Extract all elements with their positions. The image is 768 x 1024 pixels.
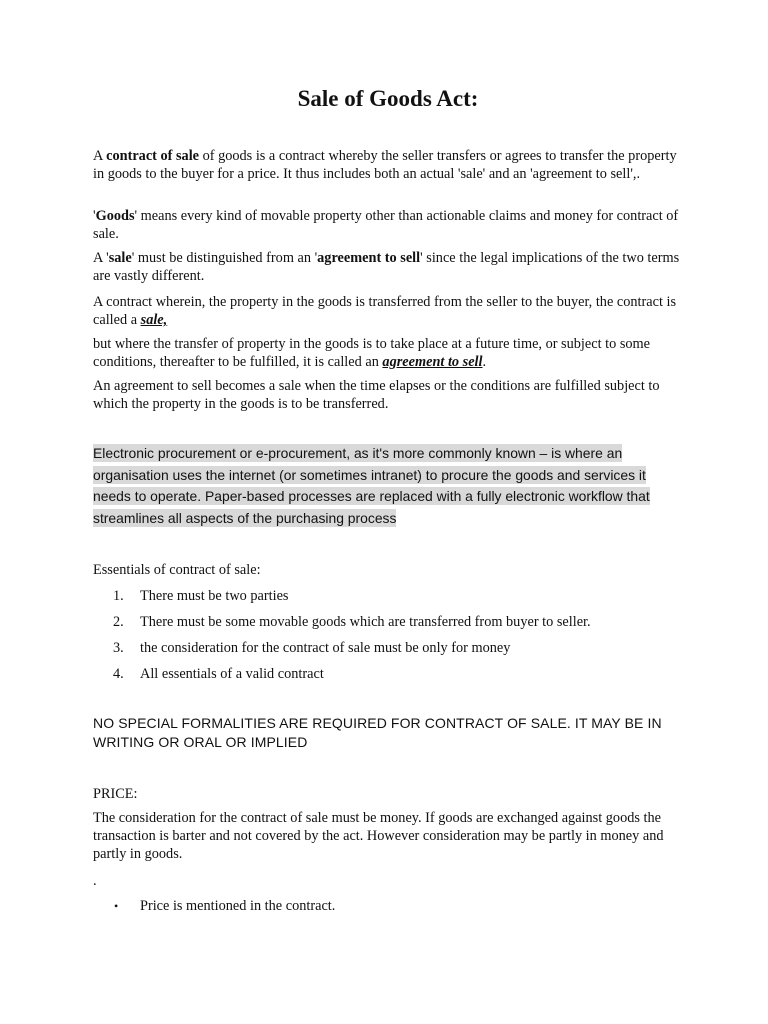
- text-run: but where the transfer of property in the goods is to take place at a future time, or subject to some conditions, thereafter to be fulfilled, it is called an: [93, 336, 651, 370]
- list-item: [93, 665, 683, 691]
- bold-term: Goods: [95, 208, 135, 224]
- text-run: ' means every kind of movable property other than actionable claims and money for contract of sale.: [93, 208, 679, 242]
- bullet-icon: •: [114, 899, 119, 913]
- paragraph-agreement-becomes-sale: An agreement to sell becomes a sale when the time elapses or the conditions are fulfilled subject to which the property in the goods is to be transferred.: [93, 378, 660, 412]
- text-run: A: [93, 148, 107, 164]
- text-run: of goods is a contract whereby the seller transfers or agrees to transfer the property in goods to the buyer for a price. It thus includes both an actual 'sale' and an 'agreement to sell',.: [93, 148, 677, 182]
- document-title: Sale of Goods Act:: [297, 86, 479, 111]
- list-number: 1.: [113, 588, 124, 604]
- highlighted-paragraph-e-procurement: [93, 443, 683, 529]
- list-item-text: There must be some movable goods which are transferred from buyer to seller.: [140, 614, 591, 630]
- paragraph-contract-of-sale: [93, 147, 683, 183]
- emphasized-term: agreement to sell: [382, 354, 483, 370]
- stray-period: .: [93, 873, 97, 889]
- paragraph-sale-definition: [93, 293, 683, 329]
- price-heading: PRICE:: [93, 786, 138, 802]
- price-bullet-list: [93, 897, 683, 923]
- price-paragraph: The consideration for the contract of sale must be money. If goods are exchanged against goods the transaction is barter and not covered by the act. However consideration may be partly in money and partly in goods.: [93, 810, 664, 862]
- paragraph-goods-definition: [93, 207, 683, 243]
- formalities-note: NO SPECIAL FORMALITIES ARE REQUIRED FOR CONTRACT OF SALE. IT MAY BE IN WRITING OR ORAL OR IMPLIED: [93, 715, 662, 750]
- essentials-list: [93, 587, 683, 691]
- text-run: A contract wherein, the property in the goods is transferred from the seller to the buyer, the contract is called a: [93, 294, 677, 328]
- text-run: .: [482, 354, 487, 370]
- text-run: A ': [93, 250, 109, 266]
- emphasized-term: sale,: [140, 312, 168, 328]
- list-item-text: the consideration for the contract of sale must be only for money: [140, 640, 511, 656]
- list-item: [93, 897, 683, 923]
- list-item: [93, 639, 683, 665]
- paragraph-agreement-definition: [93, 335, 683, 371]
- bold-term: agreement to sell: [317, 250, 421, 266]
- list-item: [93, 613, 683, 639]
- list-number: 4.: [113, 666, 124, 682]
- list-number: 3.: [113, 640, 124, 656]
- paragraph-sale-vs-agreement: [93, 249, 683, 285]
- list-item-text: All essentials of a valid contract: [140, 666, 324, 682]
- text-run: ': [93, 208, 96, 224]
- text-run: ' must be distinguished from an ': [131, 250, 318, 266]
- list-item-text: There must be two parties: [140, 588, 289, 604]
- essentials-heading: Essentials of contract of sale:: [93, 562, 261, 578]
- list-item: [93, 587, 683, 613]
- text-run: ' since the legal implications of the two terms are vastly different.: [93, 250, 680, 284]
- list-number: 2.: [113, 614, 124, 630]
- bold-term: sale: [108, 250, 132, 266]
- bold-term: contract of sale: [106, 148, 200, 164]
- highlighted-text: Electronic procurement or e-procurement, as it's more commonly known – is where an organisation uses the internet (or sometimes intranet) to procure the goods and services it needs to operate. Paper-based processes are replaced with a fully electronic workflow that streamlines all aspects of the purchasing process: [93, 445, 650, 526]
- list-item-text: Price is mentioned in the contract.: [140, 898, 336, 914]
